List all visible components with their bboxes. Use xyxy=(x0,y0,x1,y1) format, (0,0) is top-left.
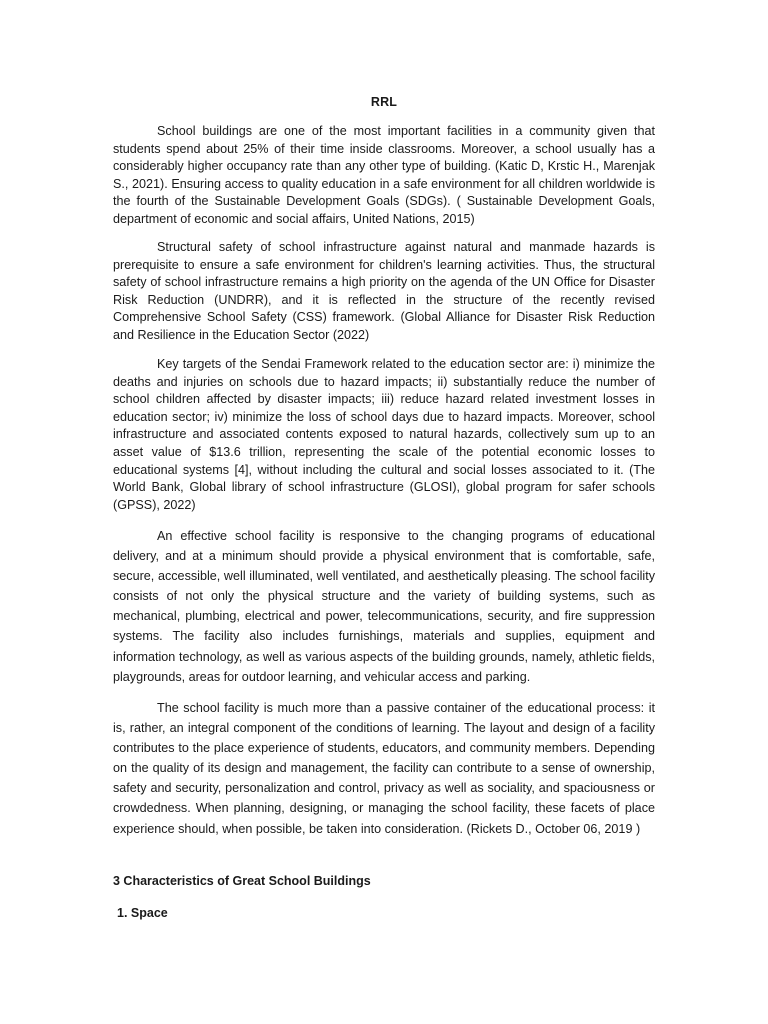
paragraph-5: The school facility is much more than a passive container of the educational process: it is, rather, an integral component of the conditions of learning. The layout and design of a facility contributes to the place experience of students, educators, and community members. Depending on the quality of its design and management, the facility can contribute to a sense of ownership, safety and security, personalization and control, privacy as well as sociality, and spaciousness or crowdedness. When planning, designing, or managing the school facility, these facets of place experience should, when possible, be taken into consideration. (Rickets D., October 06, 2019 ) xyxy=(113,701,655,836)
section-heading: 3 Characteristics of Great School Buildings xyxy=(113,874,371,888)
document-title: RRL xyxy=(370,95,398,109)
subheading-space: 1. Space xyxy=(117,906,168,920)
paragraph-2: Structural safety of school infrastructure against natural and manmade hazards is prerequisite to ensure a safe environment for children's learning activities. Thus, the structural safety of school infrastructure remains a high priority on the agenda of the UN Office for Disaster Risk Reduction (UNDRR), and it is reflected in the structure of the recently revised Comprehensive School Safety (CSS) framework. (Global Alliance for Disaster Risk Reduction and Resilience in the Education Sector (2022) xyxy=(113,240,655,342)
paragraph-1: School buildings are one of the most important facilities in a community given that students spend about 25% of their time inside classrooms. Moreover, a school usually has a considerably higher occupancy rate than any other type of building. (Katic D, Krstic H., Marenjak S., 2021). Ensuring access to quality education in a safe environment for all children worldwide is the fourth of the Sustainable Development Goals (SDGs). ( Sustainable Development Goals, department of economic and social affairs, United Nations, 2015) xyxy=(113,124,655,226)
paragraph-4: An effective school facility is responsive to the changing programs of educational delivery, and at a minimum should provide a physical environment that is comfortable, safe, secure, accessible, well illuminated, well ventilated, and aesthetically pleasing. The school facility consists of not only the physical structure and the variety of building systems, such as mechanical, plumbing, electrical and power, telecommunications, security, and fire suppression systems. The facility also includes furnishings, materials and supplies, equipment and information technology, as well as various aspects of the building grounds, namely, athletic fields, playgrounds, areas for outdoor learning, and vehicular access and parking. xyxy=(113,529,655,684)
paragraph-3: Key targets of the Sendai Framework related to the education sector are: i) minimize the deaths and injuries on schools due to hazard impacts; ii) substantially reduce the number of school children affected by disaster impacts; iii) reduce hazard related investment losses in education sector; iv) minimize the loss of school days due to hazard impacts. Moreover, school infrastructure and associated contents exposed to natural hazards, collectively sum up to an asset value of $13.6 trillion, representing the scale of the potential economic losses to educational systems [4], without including the cultural and social losses associated to it. (The World Bank, Global library of school infrastructure (GLOSI), global program for safer schools (GPSS), 2022) xyxy=(113,357,655,512)
